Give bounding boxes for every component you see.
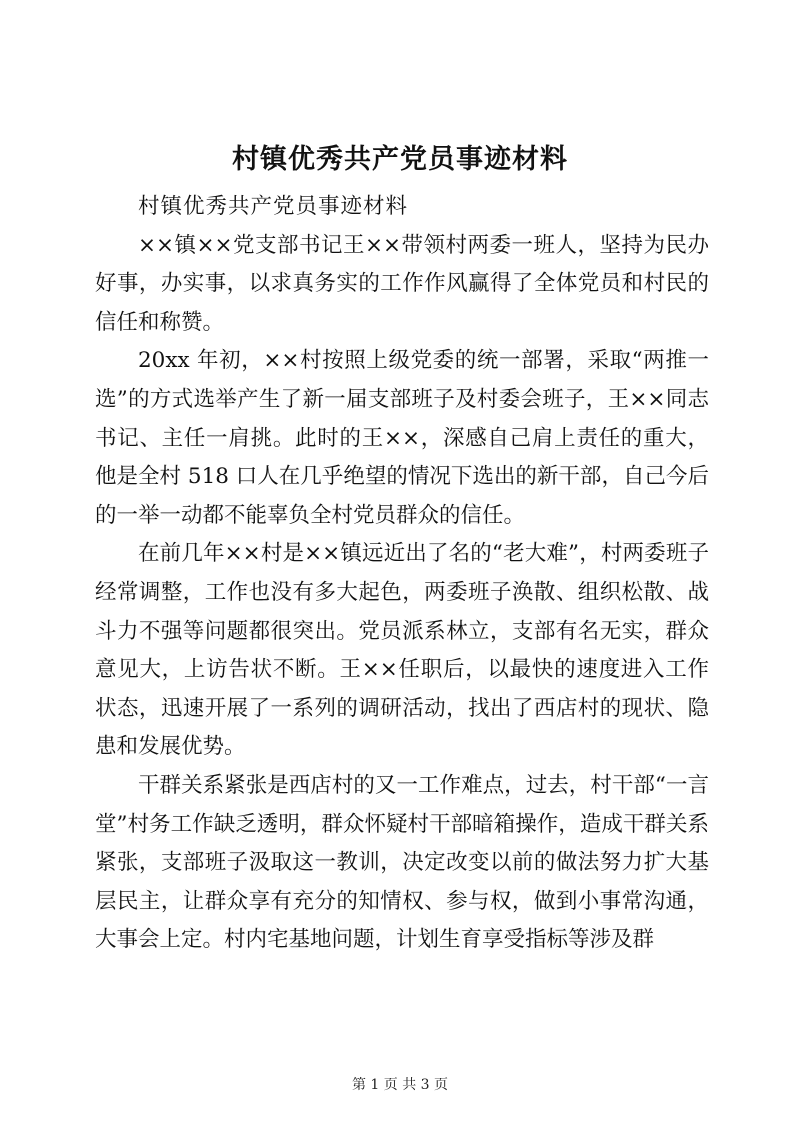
paragraph-1: ××镇××党支部书记王××带领村两委一班人，坚持为民办好事，办实事，以求真务实的工作作风赢得了全体党员和村民的信任和称赞。 [95, 232, 709, 335]
paragraph-subtitle: 村镇优秀共产党员事迹材料 [138, 194, 409, 219]
document-body [95, 188, 709, 960]
paragraph-2: 20xx 年初，××村按照上级党委的统一部署，采取“两推一选”的方式选举产生了新一届支部班子及村委会班子，王××同志书记、主任一肩挑。此时的王××，深感自己肩上责任的重大，他是全村 518 口人在几乎绝望的情况下选出的新干部，自己今后的一举一动都不能辜负全村党员群众的信任。 [95, 348, 709, 528]
page-footer: 第 1 页 共 3 页 [351, 1077, 449, 1093]
document-title: 村镇优秀共产党员事迹材料 [232, 144, 568, 175]
paragraph-4: 干群关系紧张是西店村的又一工作难点，过去，村干部“一言堂”村务工作缺乏透明，群众怀疑村干部暗箱操作，造成干群关系紧张，支部班子汲取这一教训，决定改变以前的做法努力扩大基层民主，让群众享有充分的知情权、参与权，做到小事常沟通，大事会上定。村内宅基地问题，计划生育享受指标等涉及群 [95, 772, 709, 953]
paragraph-3: 在前几年××村是××镇远近出了名的“老大难”，村两委班子经常调整，工作也没有多大起色，两委班子涣散、组织松散、战斗力不强等问题都很突出。党员派系林立，支部有名无实，群众意见大，上访告状不断。王××任职后，以最快的速度进入工作状态，迅速开展了一系列的调研活动，找出了西店村的现状、隐患和发展优势。 [95, 541, 709, 760]
